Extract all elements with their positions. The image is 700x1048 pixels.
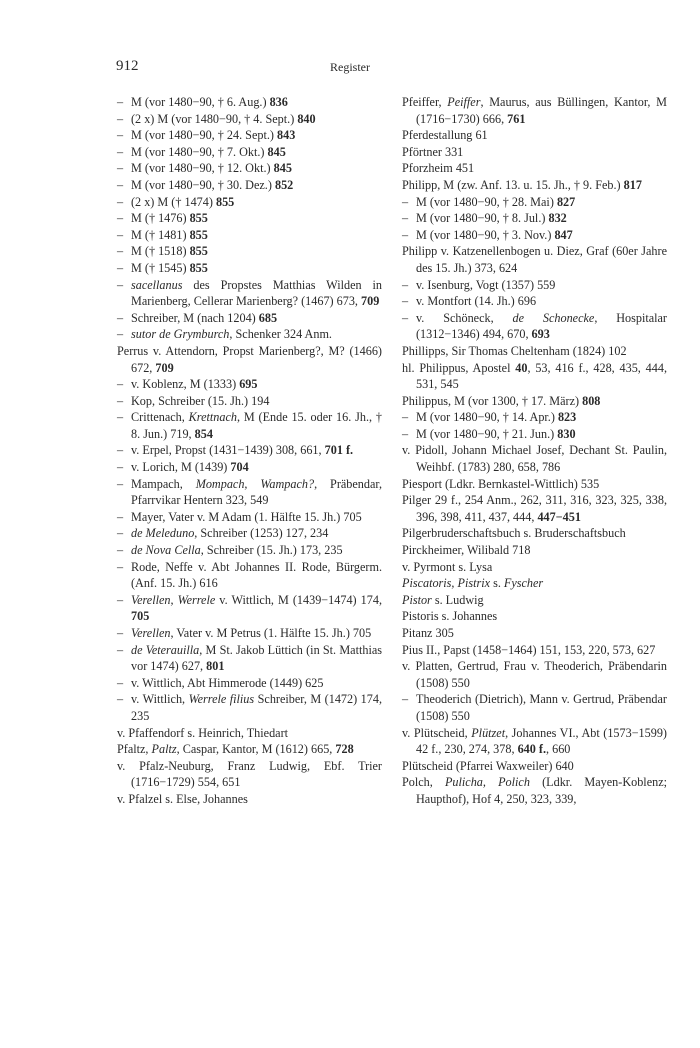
name-variant: Krettnach (188, 410, 237, 425)
index-entry (402, 758, 667, 775)
index-subentry (117, 260, 382, 277)
entry-text: Rode, Neffe v. Abt Johannes II. Rode, Bürgerm. (Anf. 15. Jh.) 616 (131, 559, 382, 591)
entry-text: Perrus v. Attendorn, Propst Marienberg?, M? (1466) 672, (117, 343, 382, 375)
page-number: 912 (116, 58, 139, 74)
entry-text: Pforzheim 451 (402, 161, 475, 176)
entry-text: Pilger 29 f., 254 Anm., 262, 311, 316, 323, 325, 338, 396, 398, 411, 437, 444, (402, 493, 667, 524)
name-variant: Verellen (131, 626, 171, 640)
entry-text: M (vor 1480−90, † 30. Dez.) (131, 177, 275, 192)
index-entry (402, 542, 667, 559)
index-subentry (117, 127, 382, 144)
entry-text: Kop, Schreiber (15. Jh.) 194 (131, 393, 270, 408)
index-subentry (117, 94, 382, 111)
page-reference: 728 (335, 742, 354, 757)
entry-text: v. Wittlich, Abt Himmerode (1449) 625 (131, 675, 324, 690)
entry-text: Piesport (Ldkr. Bernkastel-Wittlich) 535 (402, 476, 600, 491)
page-reference: 704 (230, 460, 249, 475)
subentry-dash: – (117, 260, 124, 275)
index-subentry (117, 691, 382, 724)
subentry-dash: – (117, 476, 124, 491)
entry-text: M († 1476) (131, 211, 190, 226)
index-column-right (402, 94, 667, 808)
entry-text: M (vor 1480−90, † 3. Nov.) (416, 227, 555, 242)
entry-text: M (vor 1480−90, † 14. Apr.) (416, 410, 558, 425)
subentry-dash: – (117, 310, 124, 325)
index-column-left (117, 94, 382, 808)
index-subentry (117, 675, 382, 692)
entry-text: Plütscheid (Pfarrei Waxweiler) 640 (402, 758, 574, 773)
entry-text: v. Pfaffendorf s. Heinrich, Thiedart (117, 725, 289, 740)
subentry-dash: – (117, 393, 124, 408)
entry-text: Pfeiffer, (402, 95, 448, 109)
index-entry (402, 442, 667, 475)
name-variant: Plützet (471, 725, 506, 740)
entry-text: Schreiber, M (1472) 174, 235 (131, 692, 382, 723)
subentry-dash: – (117, 559, 124, 574)
entry-text: , 660 (546, 742, 571, 757)
index-entry (402, 243, 667, 276)
index-entry (402, 343, 667, 360)
entry-text: Philippus, M (vor 1300, † 17. März) (402, 393, 583, 408)
subentry-dash: – (117, 592, 124, 607)
subentry-dash: – (117, 460, 124, 475)
name-variant: de Schonecke (512, 310, 595, 325)
index-subentry (117, 642, 382, 675)
name-variant: Pulicha, Polich (444, 775, 530, 790)
subentry-dash: – (117, 543, 124, 558)
index-subentry (117, 525, 382, 542)
entry-text: M (vor 1480−90, † 8. Jul.) (416, 211, 549, 226)
entry-text: s. (490, 576, 504, 591)
page-reference: 701 f. (324, 443, 354, 458)
entry-text: Theoderich (Dietrich), Mann v. Gertrud, Präbendar (1508) 550 (416, 692, 667, 723)
subentry-dash: – (117, 111, 124, 126)
index-subentry (117, 310, 382, 327)
entry-text: v. Pfalz-Neuburg, Franz Ludwig, Ebf. Trier (1716−1729) 554, 651 (117, 758, 382, 790)
index-subentry (402, 227, 667, 244)
name-variant: de Veterauilla (131, 642, 200, 657)
entry-text: , 53, 416 f., 428, 435, 444, 531, 545 (416, 360, 667, 392)
subentry-dash: – (117, 692, 124, 707)
name-variant: de Nova Cella (131, 543, 201, 558)
entry-text: v. Montfort (14. Jh.) 696 (416, 294, 537, 309)
page-reference: 685 (258, 310, 278, 325)
entry-text: Phillipps, Sir Thomas Cheltenham (1824) 102 (402, 343, 627, 358)
entry-text: Pistoris s. Johannes (402, 609, 498, 624)
entry-text: , Caspar, Kantor, M (1612) 665, (176, 742, 336, 757)
page-reference: 832 (548, 211, 567, 226)
name-variant: Pistor (402, 592, 432, 607)
entry-text: M (vor 1480−90, † 28. Mai) (416, 194, 557, 209)
subentry-dash: – (402, 294, 409, 309)
index-entry (117, 791, 382, 808)
entry-text: , Schenker 324 Anm. (229, 327, 332, 342)
page-reference: 830 (557, 426, 576, 441)
index-entry (402, 525, 667, 542)
entry-text: M († 1518) (131, 244, 190, 259)
page-reference: 847 (554, 227, 573, 242)
index-subentry (402, 293, 667, 310)
page-reference: 845 (273, 161, 292, 176)
name-variant: Piscatoris, Pistrix (402, 576, 491, 591)
subentry-dash: – (117, 177, 124, 192)
page-reference: 840 (297, 111, 316, 126)
index-entry (402, 94, 667, 127)
name-variant: Werrele filius (188, 692, 255, 707)
subentry-dash: – (117, 244, 124, 259)
entry-text: , M St. Jakob Lüttich (in St. Matthias vor 1474) 627, (131, 642, 382, 674)
entry-text: , Maurus, aus Büllingen, Kantor, M (1716−1730) 666, (416, 95, 667, 126)
entry-text: hl. Philippus, Apostel (402, 360, 516, 375)
running-head: Register (330, 60, 370, 74)
subentry-dash: – (117, 277, 124, 292)
entry-text: v. Isenburg, Vogt (1357) 559 (416, 277, 556, 292)
entry-text: Crittenach, (131, 410, 189, 425)
name-variant: sutor de Grymburch (131, 327, 230, 342)
subentry-dash: – (402, 211, 409, 226)
subentry-dash: – (117, 509, 124, 524)
page-reference: 801 (206, 659, 225, 674)
entry-text: (Ldkr. Mayen-Koblenz; Haupthof), Hof 4, 250, 323, 339, (416, 775, 667, 806)
subentry-dash: – (117, 144, 124, 159)
index-subentry (117, 559, 382, 592)
entry-text: M († 1481) (131, 227, 190, 242)
page-reference: 855 (189, 260, 208, 275)
index-entry (402, 360, 667, 393)
index-subentry (402, 409, 667, 426)
index-entry (402, 658, 667, 691)
page-reference: 447−451 (537, 509, 581, 524)
name-variant: Paltz (151, 742, 177, 757)
page-reference: 855 (215, 194, 235, 209)
subentry-dash: – (117, 211, 124, 226)
index-subentry (117, 459, 382, 476)
entry-text: des Propstes Matthias Wilden in Marienberg, Cellerar Marienberg? (1467) 673, (131, 277, 382, 309)
page-reference: 808 (582, 393, 601, 408)
index-entry (117, 343, 382, 376)
subentry-dash: – (117, 194, 124, 209)
index-subentry (117, 177, 382, 194)
index-subentry (117, 277, 382, 310)
entry-text: Pitanz 305 (402, 626, 454, 640)
entry-text: Philipp v. Katzenellenbogen u. Diez, Graf (60er Jahre des 15. Jh.) 373, 624 (402, 244, 667, 275)
subentry-dash: – (402, 310, 409, 325)
index-subentry (117, 144, 382, 161)
entry-text: M († 1545) (131, 260, 190, 275)
page-reference: 709 (155, 360, 174, 375)
index-entry (402, 476, 667, 493)
index-subentry (117, 111, 382, 128)
index-subentry (117, 227, 382, 244)
subentry-dash: – (117, 626, 124, 640)
page-reference: 709 (361, 294, 380, 309)
entry-text: Mayer, Vater v. M Adam (1. Hälfte 15. Jh.) 705 (131, 509, 362, 524)
index-subentry (117, 393, 382, 410)
entry-text: Mampach, (131, 476, 196, 491)
entry-text: M (vor 1480−90, † 6. Aug.) (131, 95, 270, 109)
index-subentry (117, 210, 382, 227)
entry-text: (2 x) M († 1474) (131, 194, 216, 209)
subentry-dash: – (117, 443, 124, 458)
index-subentry (402, 194, 667, 211)
entry-text: v. Wittlich, (131, 692, 189, 707)
subentry-dash: – (402, 426, 409, 441)
subentry-dash: – (117, 227, 124, 242)
entry-text: Pförtner 331 (402, 144, 464, 159)
index-subentry (117, 243, 382, 260)
index-subentry (117, 625, 382, 642)
entry-text: Pfaltz, (117, 742, 152, 757)
entry-text: v. Erpel, Propst (1431−1439) 308, 661, (131, 443, 325, 458)
page-reference: 854 (194, 426, 213, 441)
page-reference: 855 (189, 244, 208, 259)
index-subentry (117, 509, 382, 526)
page-reference: 640 f. (517, 742, 546, 757)
page-reference: 852 (274, 177, 294, 192)
entry-text: M (vor 1480−90, † 7. Okt.) (131, 144, 268, 159)
index-entry (402, 559, 667, 576)
name-variant: de Meleduno (131, 526, 195, 541)
index-entry (402, 774, 667, 807)
index-subentry (117, 376, 382, 393)
page-reference: 693 (531, 327, 550, 342)
subentry-dash: – (117, 161, 124, 176)
entry-text: v. Pyrmont s. Lysa (402, 559, 493, 574)
entry-text: , M (Ende 15. oder 16. Jh., † 8. Jun.) 719, (131, 410, 382, 441)
subentry-dash: – (117, 675, 124, 690)
index-entry (117, 741, 382, 758)
index-subentry (117, 326, 382, 343)
subentry-dash: – (402, 692, 409, 707)
index-subentry (402, 210, 667, 227)
index-subentry (117, 592, 382, 625)
subentry-dash: – (402, 277, 409, 292)
entry-text: , Schreiber (15. Jh.) 173, 235 (200, 543, 343, 558)
entry-text: v. Pidoll, Johann Michael Josef, Dechant St. Paulin, Weihbf. (1783) 280, 658, 786 (402, 443, 667, 475)
page-reference: 817 (623, 177, 642, 192)
entry-text: (2 x) M (vor 1480−90, † 4. Sept.) (131, 111, 298, 126)
index-subentry (117, 194, 382, 211)
index-entry (402, 725, 667, 758)
subentry-dash: – (117, 410, 124, 425)
entry-text: Schreiber, M (nach 1204) (131, 310, 259, 325)
index-subentry (402, 277, 667, 294)
page-reference: 761 (507, 111, 526, 126)
entry-text: Pius II., Papst (1458−1464) 151, 153, 220, 573, 627 (402, 642, 656, 657)
entry-text: , Vater v. M Petrus (1. Hälfte 15. Jh.) 705 (170, 626, 372, 640)
subentry-dash: – (117, 95, 124, 109)
index-entry (402, 592, 667, 609)
entry-text: v. Lorich, M (1439) (131, 460, 231, 475)
entry-text: M (vor 1480−90, † 24. Sept.) (131, 128, 278, 143)
entry-text: , Schreiber (1253) 127, 234 (194, 526, 329, 541)
index-subentry (402, 310, 667, 343)
index-entry (117, 725, 382, 742)
index-subentry (117, 160, 382, 177)
entry-text: , Präbendar, Pfarrvikar Hentern 323, 549 (131, 476, 383, 508)
page-reference: 705 (131, 609, 150, 624)
name-variant: Peiffer (447, 95, 481, 109)
index-subentry (117, 409, 382, 442)
name-variant: Mompach, Wampach? (195, 476, 315, 491)
index-entry (402, 492, 667, 525)
index-entry (402, 608, 667, 625)
entry-text: Polch, (402, 775, 445, 790)
entry-text: , Hospitalar (1312−1346) 494, 670, (416, 310, 667, 342)
index-entry (402, 160, 667, 177)
name-variant: Fyscher (503, 576, 544, 591)
index-entry (117, 758, 382, 791)
name-variant: sacellanus (131, 277, 183, 292)
page-reference: 845 (267, 144, 286, 159)
page-reference: 695 (239, 377, 258, 392)
entry-text: , Johannes VI., Abt (1573−1599) 42 f., 230, 274, 378, (416, 725, 667, 757)
entry-text: Philipp, M (zw. Anf. 13. u. 15. Jh., † 9. Feb.) (402, 177, 624, 192)
entry-text: Pilgerbruderschaftsbuch s. Bruderschaftsbuch (402, 526, 626, 541)
page-reference: 40 (515, 360, 528, 375)
entry-text: Pirckheimer, Wilibald 718 (402, 543, 531, 558)
page-reference: 855 (189, 227, 208, 242)
entry-text: M (vor 1480−90, † 12. Okt.) (131, 161, 274, 176)
entry-text: v. Schöneck, (416, 310, 513, 325)
index-entry (402, 642, 667, 659)
index-entry (402, 625, 667, 642)
entry-text: M (vor 1480−90, † 21. Jun.) (416, 426, 558, 441)
page-reference: 836 (269, 95, 288, 109)
page-reference: 843 (277, 128, 296, 143)
entry-text: v. Platten, Gertrud, Frau v. Theoderich, Präbendarin (1508) 550 (402, 659, 667, 690)
index-entry (402, 144, 667, 161)
page-reference: 855 (189, 211, 208, 226)
name-variant: Verellen, Werrele (131, 592, 216, 607)
entry-text: v. Pfalzel s. Else, Johannes (117, 791, 248, 806)
index-subentry (117, 476, 382, 509)
index-entry (402, 127, 667, 144)
subentry-dash: – (117, 327, 124, 342)
page-reference: 823 (557, 410, 577, 425)
index-subentry (117, 442, 382, 459)
subentry-dash: – (117, 642, 124, 657)
subentry-dash: – (117, 377, 124, 392)
index-subentry (402, 691, 667, 724)
entry-text: v. Wittlich, M (1439−1474) 174, (215, 592, 382, 607)
index-entry (402, 393, 667, 410)
entry-text: v. Plütscheid, (402, 725, 472, 740)
entry-text: s. Ludwig (431, 592, 484, 607)
subentry-dash: – (402, 227, 409, 242)
subentry-dash: – (117, 526, 124, 541)
index-subentry (117, 542, 382, 559)
subentry-dash: – (402, 194, 409, 209)
index-entry (402, 177, 667, 194)
subentry-dash: – (402, 410, 409, 425)
page-reference: 827 (556, 194, 576, 209)
entry-text: v. Koblenz, M (1333) (131, 377, 240, 392)
subentry-dash: – (117, 128, 124, 143)
entry-text: Pferdestallung 61 (402, 128, 488, 143)
index-subentry (402, 426, 667, 443)
index-entry (402, 575, 667, 592)
